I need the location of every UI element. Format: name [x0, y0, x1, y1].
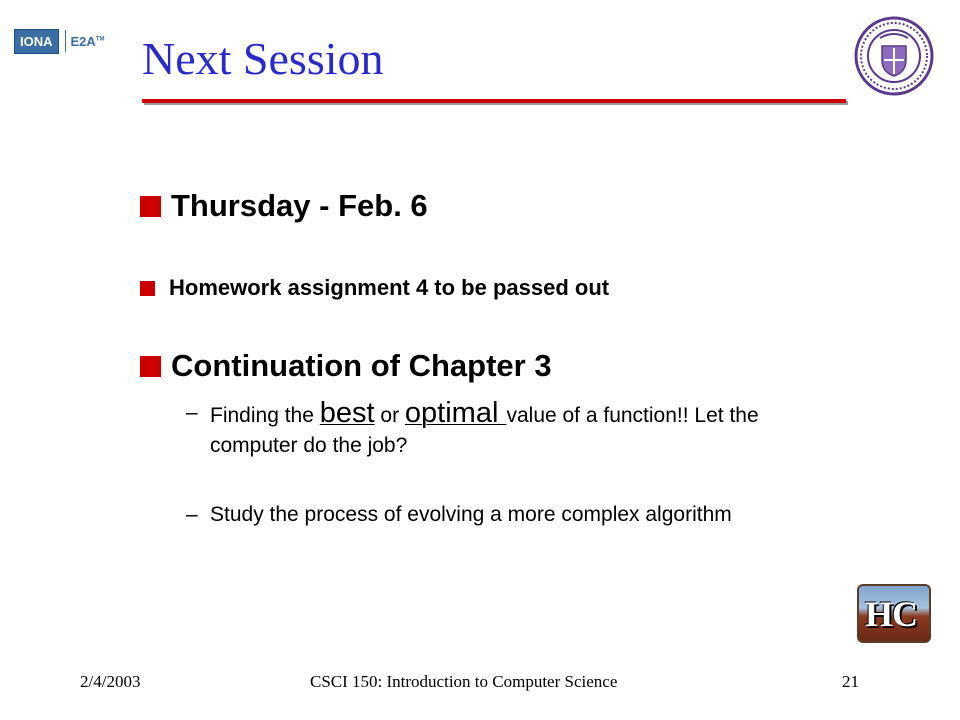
sub-bullet-dash: –	[186, 401, 198, 424]
bullet-thursday	[140, 188, 428, 224]
emphasis-best: best	[319, 397, 375, 429]
hc-logo-text: HC	[865, 594, 917, 634]
footer-date: 2/4/2003	[80, 672, 141, 691]
sub-bullet-finding	[186, 398, 786, 461]
sub-bullet-finding-text	[210, 398, 786, 461]
trademark-mark: TM	[95, 36, 105, 43]
iona-e2a-logo	[14, 24, 114, 58]
title-underline-rule	[142, 99, 846, 103]
bullet-homework-text: Homework assignment 4 to be passed out	[169, 275, 610, 300]
sub1-part2: or	[374, 404, 405, 427]
footer-page-number: 21	[842, 672, 859, 691]
bullet-square-icon	[140, 356, 161, 377]
footer-course: CSCI 150: Introduction to Computer Science	[310, 672, 618, 691]
sub1-part1: Finding the	[210, 404, 320, 427]
sub-bullet-study	[186, 500, 786, 530]
slide-title: Next Session	[142, 33, 384, 84]
hc-logo	[857, 584, 931, 643]
bullet-homework	[140, 275, 609, 301]
emphasis-optimal: optimal	[404, 397, 507, 429]
college-seal-icon	[854, 16, 934, 96]
e2a-logo-text	[71, 34, 105, 49]
e2a-label: E2A	[70, 33, 96, 49]
sub1-part3: value of a function!! Let the computer do the job?	[210, 404, 759, 457]
sub-bullet-study-text: Study the process of evolving a more complex algorithm	[210, 503, 732, 526]
iona-logo-box: IONA	[14, 29, 59, 54]
logo-separator	[65, 30, 66, 52]
bullet-square-icon	[140, 281, 155, 296]
bullet-continuation-text: Continuation of Chapter 3	[171, 348, 552, 383]
bullet-thursday-text: Thursday - Feb. 6	[171, 188, 428, 223]
bullet-square-icon	[140, 196, 161, 217]
sub-bullet-dash: –	[186, 503, 198, 526]
bullet-continuation	[140, 348, 552, 384]
